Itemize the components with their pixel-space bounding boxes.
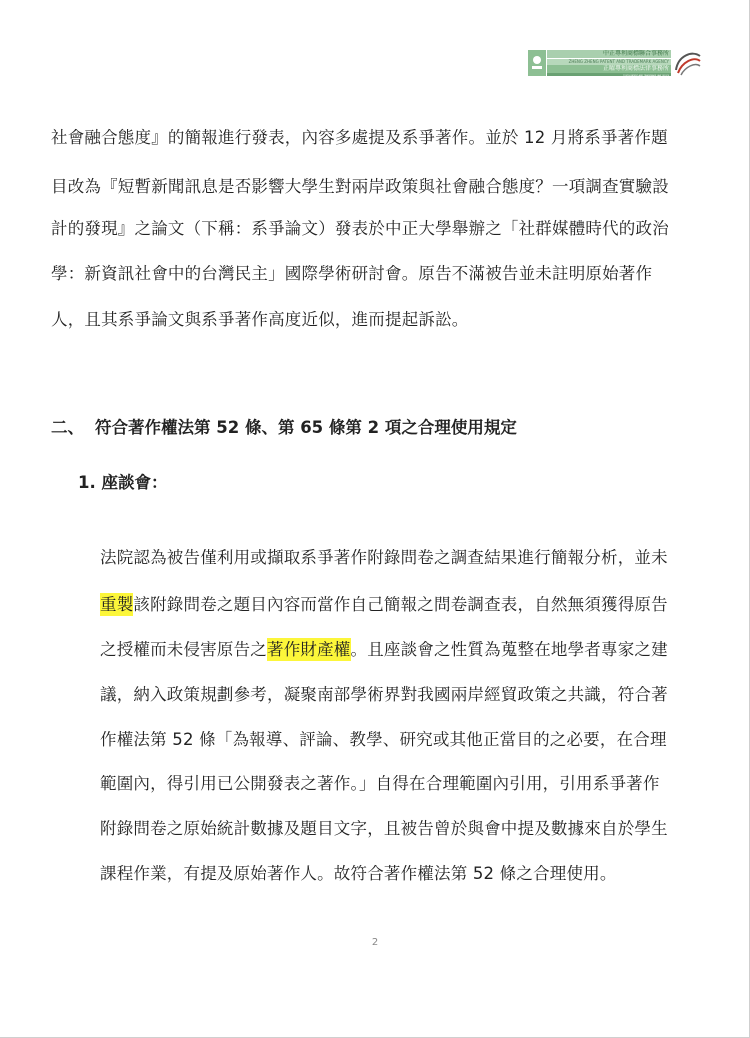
section-heading xyxy=(51,418,517,438)
logo-text-bands xyxy=(547,50,671,76)
firm-logo xyxy=(528,50,700,78)
paragraph-1-line-2: 目改為『短暫新聞訊息是否影響大學生對兩岸政策與社會融合態度？一項調查實驗設 xyxy=(51,177,669,196)
paragraph-2-line-3 xyxy=(100,640,668,660)
logo-line-3: 正曜專利商標法律事務所 xyxy=(547,65,671,73)
paragraph-2-line-2 xyxy=(100,595,668,615)
paragraph-2-line-3-rest: 。且座談會之性質為蒐整在地學者專家之建 xyxy=(350,640,668,659)
paragraph-2-line-6: 範圍內，得引用已公開發表之著作。」自得在合理範圍內引用，引用系爭著作 xyxy=(100,774,660,793)
logo-line-2: ZHENG ZHENG PATENT AND TRADEMARK AGENCY xyxy=(547,59,671,65)
paragraph-2-line-1: 法院認為被告僅利用或擷取系爭著作附錄問卷之調查結果進行簡報分析，並未 xyxy=(100,548,668,567)
paragraph-1-line-4: 學：新資訊社會中的台灣民主」國際學術研討會。原告不滿被告並未註明原始著作 xyxy=(51,264,653,283)
logo-line-4: YOUTH PATENT AND TRADEMARK LAW OFFICE xyxy=(547,73,671,76)
paragraph-1-line-3: 計的發現』之論文（下稱：系爭論文）發表於中正大學舉辦之「社群媒體時代的政治 xyxy=(51,219,669,238)
paragraph-2-line-4: 議，納入政策規劃參考，凝聚南部學術界對我國兩岸經貿政策之共識，符合著 xyxy=(100,685,668,704)
logo-mark-icon xyxy=(528,50,546,76)
paragraph-1-line-5: 人，且其系爭論文與系爭著作高度近似，進而提起訴訟。 xyxy=(51,310,469,329)
logo-line-1: 中正專利商標聯合事務所 xyxy=(547,50,671,58)
subsection-heading: 1. 座談會： xyxy=(78,473,168,492)
page-number: 2 xyxy=(371,937,379,948)
section-title: 符合著作權法第 52 條、第 65 條第 2 項之合理使用規定 xyxy=(95,418,517,437)
logo-swirl-icon xyxy=(672,48,702,78)
paragraph-2-line-2-text: 該附錄問卷之題目內容而當作自己簡報之問卷調查表，自然無須獲得原告 xyxy=(133,595,668,614)
paragraph-2-line-5: 作權法第 52 條「為報導、評論、教學、研究或其他正當目的之必要，在合理 xyxy=(100,730,667,749)
highlighted-term-economic-rights: 著作財產權 xyxy=(267,640,351,659)
paragraph-2-line-7: 附錄問卷之原始統計數據及題目文字，且被告曾於與會中提及數據來自於學生 xyxy=(100,819,668,838)
paragraph-2-line-3-pre: 之授權而未侵害原告之 xyxy=(100,640,267,659)
paragraph-1-line-1: 社會融合態度』的簡報進行發表，內容多處提及系爭著作。並於 12 月將系爭著作題 xyxy=(51,128,668,147)
paragraph-2-line-8: 課程作業，有提及原始著作人。故符合著作權法第 52 條之合理使用。 xyxy=(100,864,617,883)
highlighted-term-reproduction: 重製 xyxy=(100,595,134,614)
section-number: 二、 xyxy=(51,418,84,437)
